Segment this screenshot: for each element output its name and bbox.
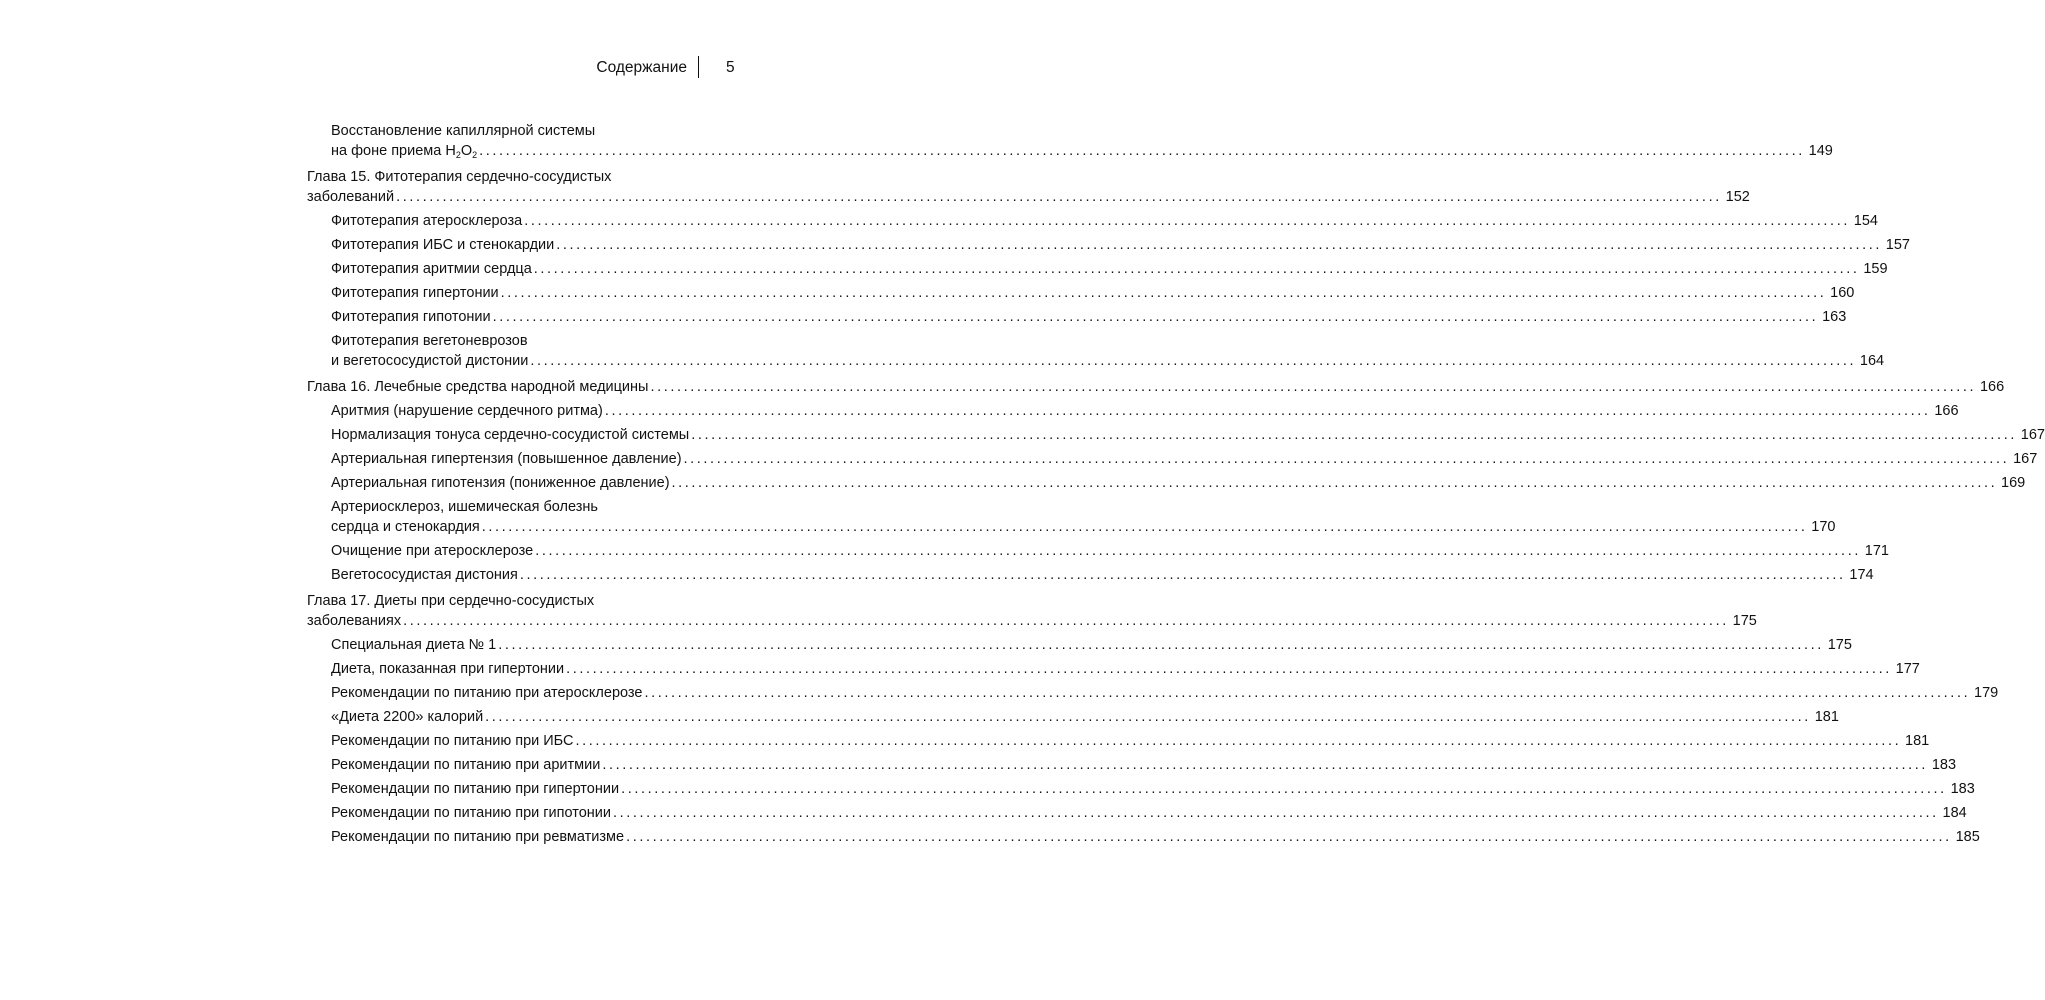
toc-entry-line [331,827,1980,847]
toc-entry-title-text: Глава 16. Лечебные средства народной медицины [307,379,649,395]
toc-page-number: 185 [1955,829,1980,845]
dot-leader: ........................................................................................................................................................................................................ [621,781,1947,797]
toc-chapter-entry [307,377,2005,397]
toc-section-entry [307,121,1833,161]
dot-leader: ........................................................................................................................................................................................................ [479,143,1805,159]
dot-leader: ........................................................................................................................................................................................................ [691,427,2017,443]
toc-page-number: 167 [2020,427,2045,443]
toc-entry-title [331,517,480,537]
toc-entry-line [331,707,1839,727]
toc-entry-line [331,659,1920,679]
toc-entry-title [331,659,564,679]
toc-entry-title [331,425,689,445]
toc-page-number: 169 [2001,475,2026,491]
toc-entry-line [331,425,2045,445]
toc-entry-title [331,211,522,231]
toc-entry-title-text: Фитотерапия ИБС и стенокардии [331,237,555,253]
toc-entry-title-line1: Артериосклероз, ишемическая болезнь [331,499,598,515]
dot-leader: ........................................................................................................................................................................................................ [644,685,1971,701]
toc-page-number: 177 [1895,661,1920,677]
toc-page-number: 183 [1950,781,1975,797]
toc-entry-line [331,401,1959,421]
toc-entry-title [331,565,518,585]
running-header-title: Содержание [596,59,687,76]
dot-leader: ........................................................................................................................................................................................................ [604,403,1931,419]
toc-entry-title-text: Диета, показанная при гипертонии [331,661,565,677]
dot-leader: ........................................................................................................................................................................................................ [671,475,1998,491]
toc-section-entry [307,731,1930,751]
toc-entry-title [331,351,528,371]
subscript: 2 [472,150,478,160]
toc-entry-title-text: Нормализация тонуса сердечно-сосудистой системы [331,427,690,443]
toc-entry-line [331,211,1878,231]
toc-section-entry [307,635,1852,655]
dot-leader: ........................................................................................................................................................................................................ [498,637,1824,653]
toc-entry-title-text: Рекомендации по питанию при ревматизме [331,829,625,845]
toc-section-entry [307,235,1910,255]
toc-entry-line [331,449,2038,469]
toc-entry-title [331,827,624,847]
toc-section-entry [307,259,1888,279]
toc-entry-line [331,351,1885,371]
toc-page-number: 184 [1942,805,1967,821]
toc-page-number: 154 [1853,213,1878,229]
toc-page-number: 149 [1808,143,1833,159]
toc-section-entry [307,755,1957,775]
toc-entry-title [331,683,642,703]
toc-entry-line [331,755,1957,775]
dot-leader: ........................................................................................................................................................................................................ [575,733,1902,749]
toc-section-entry [307,565,1874,585]
running-header [0,58,1000,80]
toc-entry-title [331,541,533,561]
toc-entry-title-text: Фитотерапия гипотонии [331,309,491,325]
toc-entry-line [307,187,1750,207]
page-number: 5 [726,59,735,76]
toc-entry-title-line1: Глава 17. Диеты при сердечно-сосудистых [307,593,595,609]
dot-leader: ........................................................................................................................................................................................................ [519,567,1846,583]
toc-page-number: 181 [1905,733,1930,749]
subscript: 2 [455,150,461,160]
toc-entry-title-text: Рекомендации по питанию при гипотонии [331,805,611,821]
dot-leader: ........................................................................................................................................................................................................ [492,309,1819,325]
toc-entry-title-text: Фитотерапия атеросклероза [331,213,523,229]
toc-page-number: 159 [1863,261,1888,277]
toc-section-entry [307,779,1975,799]
toc-page-number: 171 [1864,543,1889,559]
toc-entry-title-line2: сердца и стенокардия [331,519,480,535]
dot-leader: ........................................................................................................................................................................................................ [500,285,1827,301]
dot-leader: ........................................................................................................................................................................................................ [683,451,2010,467]
toc-page-number: 181 [1814,709,1839,725]
toc-entry-title-text: Артериальная гипертензия (повышенное давление) [331,451,682,467]
toc-page-number: 157 [1885,237,1910,253]
toc-entry-title [331,449,682,469]
toc-entry-line [331,259,1888,279]
toc-entry-title-text: на фоне приема H [331,143,456,159]
toc-page-number: 174 [1849,567,1874,583]
toc-entry-title [331,635,496,655]
toc-entry-line [331,307,1847,327]
toc-section-entry [307,211,1878,231]
dot-leader: ........................................................................................................................................................................................................ [403,613,1729,629]
toc-section-entry [307,541,1889,561]
toc-entry-title-line1: Восстановление капиллярной системы [331,123,596,139]
toc-entry-title [331,779,619,799]
toc-page-number: 167 [2013,451,2038,467]
toc-page-number: 175 [1732,613,1757,629]
toc-entry-title [307,377,648,397]
dot-leader: ........................................................................................................................................................................................................ [535,543,1861,559]
toc-entry-title [331,731,574,751]
dot-leader: ........................................................................................................................................................................................................ [602,757,1929,773]
toc-section-entry [307,803,1967,823]
toc-entry-title-line2: заболеваний [307,189,395,205]
toc-entry-title [331,307,491,327]
toc-entry-title [331,473,670,493]
toc-entry-title-text: Фитотерапия гипертонии [331,285,499,301]
toc-page-number: 183 [1931,757,1957,773]
toc-entry-line [331,141,1833,161]
toc-section-entry [307,497,1836,537]
toc-entry-line [331,235,1910,255]
dot-leader: ........................................................................................................................................................................................................ [524,213,1850,229]
dot-leader: ........................................................................................................................................................................................................ [481,519,1808,535]
header-divider [698,56,699,78]
toc-entry-title-text: Фитотерапия аритмии сердца [331,261,532,277]
toc-entry-title [331,259,532,279]
toc-entry-title-text: Вегетососудистая дистония [331,567,518,583]
toc-page-number: 166 [1979,379,2005,395]
toc-entry-title-text: O [460,143,473,159]
toc-entry-title-text: Рекомендации по питанию при ИБС [331,733,574,749]
toc-entry-title-text: Очищение при атеросклерозе [331,543,534,559]
toc-page-number: 163 [1822,309,1847,325]
toc-section-entry [307,659,1920,679]
toc-entry-title-line2: заболеваниях [307,613,402,629]
toc-section-entry [307,683,1999,703]
toc-page-number: 170 [1811,519,1836,535]
toc-entry-line [331,473,2026,493]
toc-entry-title-text: Рекомендации по питанию при аритмии [331,757,601,773]
toc-entry-title [331,803,611,823]
dot-leader: ........................................................................................................................................................................................................ [530,353,1857,369]
toc-entry-line [331,565,1874,585]
dot-leader: ........................................................................................................................................................................................................ [566,661,1892,677]
toc-page-number: 175 [1827,637,1852,653]
toc-page-number: 160 [1830,285,1855,301]
dot-leader: ........................................................................................................................................................................................................ [613,805,1939,821]
toc-page-number: 166 [1934,403,1959,419]
toc-section-entry [307,473,2026,493]
dot-leader: ........................................................................................................................................................................................................ [556,237,1882,253]
toc-entry-title [307,611,401,631]
toc-entry-line [307,377,2005,397]
toc-entry-title-line1: Глава 15. Фитотерапия сердечно-сосудистых [307,169,612,185]
toc-section-entry [307,707,1839,727]
toc-entry-title-line1: Фитотерапия вегетоневрозов [331,333,528,349]
toc-page-number: 164 [1859,353,1885,369]
toc-entry-title-text: Аритмия (нарушение сердечного ритма) [331,403,603,419]
toc-chapter-entry [307,591,1757,631]
toc-section-entry [307,331,1885,371]
toc-entry-line [331,803,1967,823]
dot-leader: ........................................................................................................................................................................................................ [626,829,1952,845]
toc-entry-title-text: Артериальная гипотензия (пониженное давление) [331,475,670,491]
toc-entry-title [331,141,477,161]
toc-entry-line [331,517,1836,537]
toc-entry-title [331,755,600,775]
toc-entry-title-text: Специальная диета № 1 [331,637,497,653]
toc-section-entry [307,449,2038,469]
dot-leader: ........................................................................................................................................................................................................ [396,189,1722,205]
dot-leader: ........................................................................................................................................................................................................ [485,709,1811,725]
toc-page-number: 152 [1725,189,1750,205]
toc-entry-line [307,611,1757,631]
toc-entry-title-text: Рекомендации по питанию при атеросклерозе [331,685,643,701]
dot-leader: ........................................................................................................................................................................................................ [533,261,1860,277]
toc-entry-line [331,779,1975,799]
toc-entry-line [331,683,1999,703]
toc-entry-line [331,541,1889,561]
toc-section-entry [307,283,1855,303]
toc-section-entry [307,827,1980,847]
toc-entry-title [331,235,554,255]
dot-leader: ........................................................................................................................................................................................................ [650,379,1977,395]
toc-section-entry [307,401,1959,421]
toc-entry-title [331,401,603,421]
toc-entry-line [331,635,1852,655]
toc-entry-title [331,283,499,303]
toc-entry-title-text: Рекомендации по питанию при гипертонии [331,781,620,797]
toc-entry-title [331,707,483,727]
toc-section-entry [307,307,1847,327]
table-of-contents [307,121,2045,851]
toc-entry-title-line2: и вегетососудистой дистонии [331,353,529,369]
toc-chapter-entry [307,167,1750,207]
toc-entry-line [331,283,1855,303]
toc-entry-title [307,187,394,207]
toc-entry-line [331,731,1930,751]
toc-entry-title-text: «Диета 2200» калорий [331,709,484,725]
toc-section-entry [307,425,2045,445]
toc-page-number: 179 [1974,685,1999,701]
